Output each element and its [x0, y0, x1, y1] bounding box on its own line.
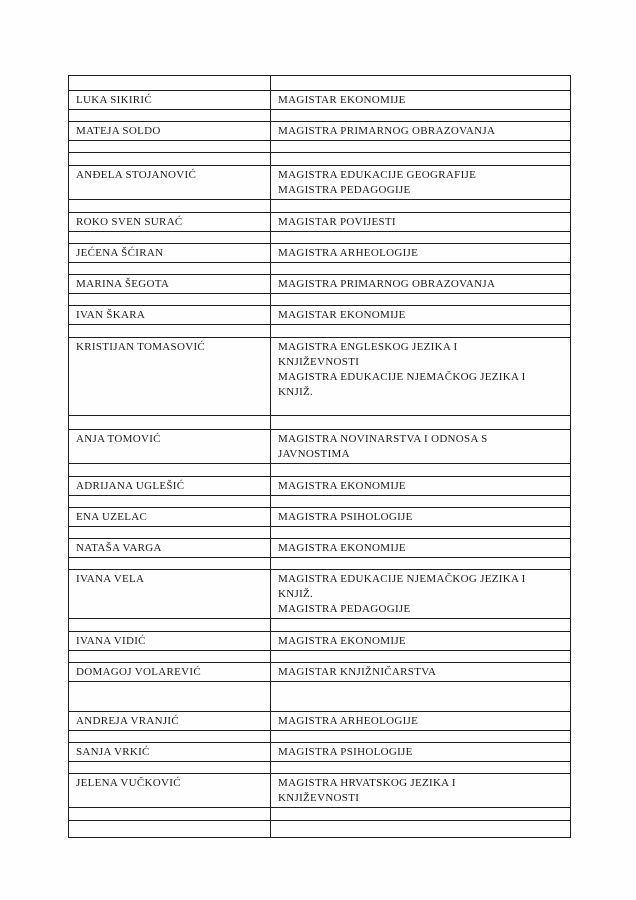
degree-title-cell: [271, 508, 571, 527]
degree-line: MAGISTRA EKONOMIJE: [278, 635, 406, 647]
degree-line: MAGISTRA EDUKACIJE NJEMAČKOG JEZIKA I: [278, 573, 526, 585]
graduate-name-cell: MARINA ŠEGOTA: [69, 275, 271, 294]
graduate-name-cell: LUKA SIKIRIĆ: [69, 91, 271, 110]
graduate-name-cell: IVANA VIDIĆ: [69, 632, 271, 651]
spacer-row: [69, 651, 571, 663]
degree-title-cell: [271, 570, 571, 619]
graduate-name-cell: [69, 325, 271, 338]
degree-title-cell: [271, 663, 571, 682]
graduate-name-cell: [69, 464, 271, 477]
spacer-row: [69, 731, 571, 743]
degree-line: JAVNOSTIMA: [278, 448, 350, 460]
spacer-row: [69, 141, 571, 153]
degree-title-cell: [271, 91, 571, 110]
table-row: [69, 632, 571, 651]
graduate-name-cell: ANĐELA STOJANOVIĆ: [69, 166, 271, 200]
graduate-name-cell: [69, 232, 271, 244]
degree-line: MAGISTRA EKONOMIJE: [278, 542, 406, 554]
degree-title-cell: [271, 539, 571, 558]
spacer-row: [69, 153, 571, 166]
degree-title-cell: [271, 619, 571, 632]
degree-title-cell: [271, 213, 571, 232]
graduate-name-cell: [69, 762, 271, 774]
graduate-name-cell: [69, 731, 271, 743]
degree-line: KNJIŽEVNOSTI: [278, 356, 360, 368]
degree-line: KNJIŽ.: [278, 588, 314, 600]
degree-title-cell: [271, 232, 571, 244]
graduate-name-cell: [69, 263, 271, 275]
graduate-name-cell: [69, 110, 271, 122]
graduate-name-cell: [69, 682, 271, 712]
graduate-name-cell: NATAŠA VARGA: [69, 539, 271, 558]
degree-title-cell: [271, 464, 571, 477]
degree-line: MAGISTRA EDUKACIJE NJEMAČKOG JEZIKA I: [278, 371, 526, 383]
degree-line: MAGISTRA PSIHOLOGIJE: [278, 746, 413, 758]
degree-line: MAGISTRA PEDAGOGIJE: [278, 603, 411, 615]
spacer-row: [69, 416, 571, 430]
degree-title-cell: [271, 244, 571, 263]
table-row: [69, 122, 571, 141]
degree-title-cell: [271, 153, 571, 166]
degree-title-cell: [271, 477, 571, 496]
degree-title-cell: [271, 527, 571, 539]
degree-line: MAGISTRA ARHEOLOGIJE: [278, 247, 419, 259]
graduate-name-cell: [69, 153, 271, 166]
graduate-name-cell: [69, 808, 271, 821]
graduate-name-cell: DOMAGOJ VOLAREVIĆ: [69, 663, 271, 682]
degree-title-cell: [271, 808, 571, 821]
degree-line: MAGISTRA ENGLESKOG JEZIKA I: [278, 341, 458, 353]
degree-title-cell: [271, 141, 571, 153]
spacer-row: [69, 496, 571, 508]
degree-title-cell: [271, 306, 571, 325]
table-row: [69, 508, 571, 527]
degree-title-cell: [271, 325, 571, 338]
table-row: [69, 539, 571, 558]
graduate-name-cell: [69, 141, 271, 153]
degree-line: MAGISTRA PSIHOLOGIJE: [278, 511, 413, 523]
spacer-row: [69, 821, 571, 838]
degree-line: MAGISTRA PEDAGOGIJE: [278, 184, 411, 196]
spacer-row: [69, 76, 571, 91]
graduate-name-cell: IVAN ŠKARA: [69, 306, 271, 325]
spacer-row: [69, 558, 571, 570]
degree-title-cell: [271, 294, 571, 306]
degree-title-cell: [271, 416, 571, 430]
table-row: [69, 166, 571, 200]
graduates-table-body: [69, 76, 571, 838]
degree-title-cell: [271, 430, 571, 464]
spacer-row: [69, 619, 571, 632]
degree-title-cell: [271, 166, 571, 200]
degree-title-cell: [271, 682, 571, 712]
graduate-name-cell: SANJA VRKIĆ: [69, 743, 271, 762]
table-row: [69, 570, 571, 619]
degree-line: MAGISTRA PRIMARNOG OBRAZOVANJA: [278, 125, 496, 137]
graduate-name-cell: [69, 558, 271, 570]
degree-title-cell: [271, 496, 571, 508]
degree-title-cell: [271, 651, 571, 663]
degree-line: KNJIŽEVNOSTI: [278, 792, 360, 804]
table-row: [69, 91, 571, 110]
degree-line: MAGISTRA NOVINARSTVA I ODNOSA S: [278, 433, 488, 445]
graduate-name-cell: [69, 651, 271, 663]
degree-title-cell: [271, 743, 571, 762]
degree-title-cell: [271, 712, 571, 731]
degree-line: MAGISTRA ARHEOLOGIJE: [278, 715, 419, 727]
graduate-name-cell: [69, 200, 271, 213]
graduate-name-cell: ANJA TOMOVIĆ: [69, 430, 271, 464]
graduate-name-cell: [69, 416, 271, 430]
table-row: [69, 213, 571, 232]
spacer-row: [69, 762, 571, 774]
graduate-name-cell: [69, 619, 271, 632]
graduate-name-cell: ADRIJANA UGLEŠIĆ: [69, 477, 271, 496]
degree-title-cell: [271, 338, 571, 416]
degree-title-cell: [271, 76, 571, 91]
degree-line: MAGISTRA HRVATSKOG JEZIKA I: [278, 777, 456, 789]
spacer-row: [69, 527, 571, 539]
graduate-name-cell: JEĆENA ŠĆIRAN: [69, 244, 271, 263]
table-row: [69, 244, 571, 263]
spacer-row: [69, 200, 571, 213]
graduate-name-cell: ENA UZELAC: [69, 508, 271, 527]
degree-line: MAGISTAR KNJIŽNIČARSTVA: [278, 666, 437, 678]
degree-title-cell: [271, 275, 571, 294]
degree-title-cell: [271, 632, 571, 651]
degree-title-cell: [271, 200, 571, 213]
graduate-name-cell: [69, 496, 271, 508]
graduate-name-cell: [69, 821, 271, 838]
degree-title-cell: [271, 731, 571, 743]
graduate-name-cell: MATEJA SOLDO: [69, 122, 271, 141]
table-row: [69, 275, 571, 294]
degree-title-cell: [271, 762, 571, 774]
table-row: [69, 430, 571, 464]
graduate-name-cell: [69, 527, 271, 539]
degree-line: MAGISTAR EKONOMIJE: [278, 309, 406, 321]
degree-line: MAGISTRA EKONOMIJE: [278, 480, 406, 492]
degree-line: MAGISTAR POVIJESTI: [278, 216, 396, 228]
graduate-name-cell: ANDREJA VRANJIĆ: [69, 712, 271, 731]
degree-line: KNJIŽ.: [278, 386, 314, 398]
degree-title-cell: [271, 263, 571, 275]
table-row: [69, 743, 571, 762]
degree-title-cell: [271, 122, 571, 141]
spacer-row: [69, 325, 571, 338]
graduates-table: [68, 75, 571, 838]
spacer-row: [69, 110, 571, 122]
spacer-row: [69, 294, 571, 306]
table-row: [69, 477, 571, 496]
table-row: [69, 663, 571, 682]
graduate-name-cell: ROKO SVEN SURAĆ: [69, 213, 271, 232]
degree-line: MAGISTAR EKONOMIJE: [278, 94, 406, 106]
spacer-row: [69, 682, 571, 712]
graduate-name-cell: [69, 294, 271, 306]
spacer-row: [69, 464, 571, 477]
table-row: [69, 338, 571, 416]
table-row: [69, 712, 571, 731]
table-row: [69, 774, 571, 808]
table-row: [69, 306, 571, 325]
graduate-name-cell: [69, 76, 271, 91]
spacer-row: [69, 232, 571, 244]
graduate-name-cell: IVANA VELA: [69, 570, 271, 619]
degree-title-cell: [271, 558, 571, 570]
degree-title-cell: [271, 110, 571, 122]
degree-line: MAGISTRA PRIMARNOG OBRAZOVANJA: [278, 278, 496, 290]
degree-line: MAGISTRA EDUKACIJE GEOGRAFIJE: [278, 169, 477, 181]
spacer-row: [69, 263, 571, 275]
degree-title-cell: [271, 774, 571, 808]
graduate-name-cell: KRISTIJAN TOMASOVIĆ: [69, 338, 271, 416]
spacer-row: [69, 808, 571, 821]
graduate-name-cell: JELENA VUČKOVIĆ: [69, 774, 271, 808]
degree-title-cell: [271, 821, 571, 838]
